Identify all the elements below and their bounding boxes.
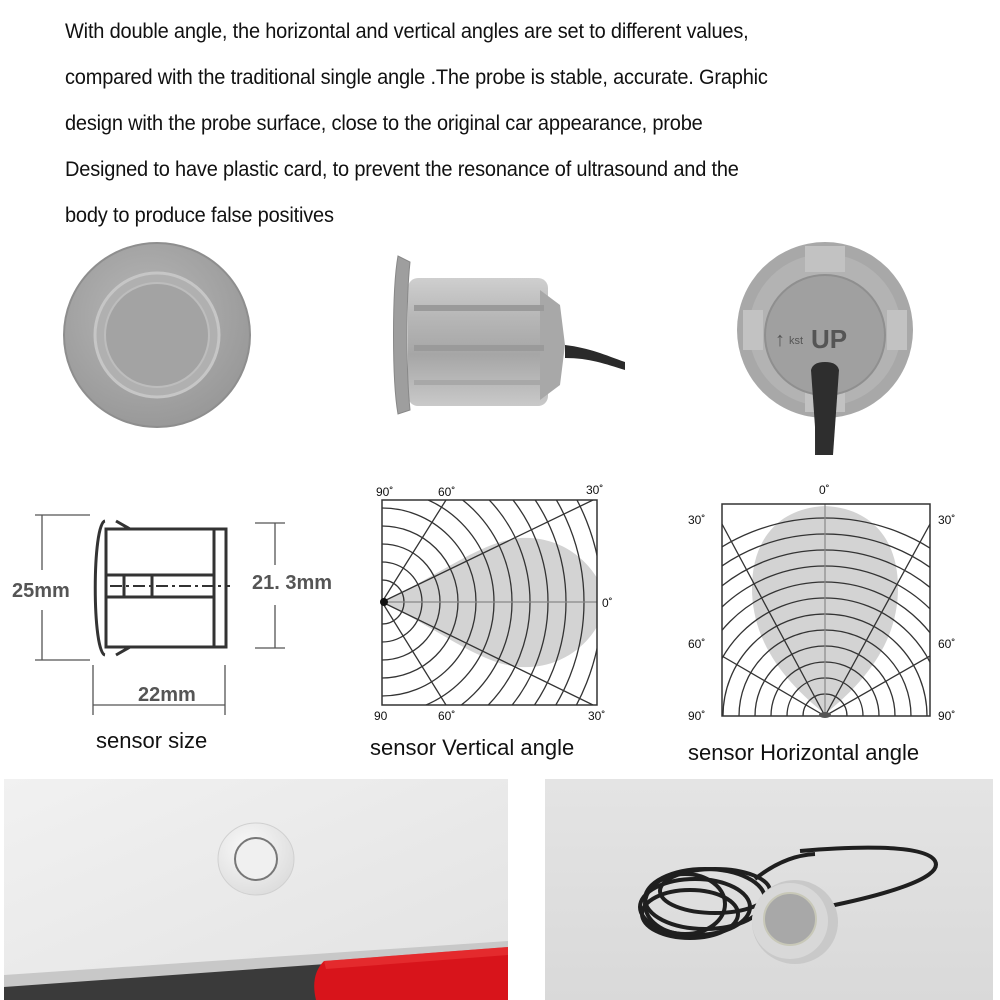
sensor-size-caption: sensor size	[96, 728, 208, 753]
sensor-installed-photo	[4, 779, 508, 1000]
up-arrow-icon: ↑	[775, 329, 785, 351]
sensor-side-photo	[390, 250, 630, 420]
h-right-90: 90˚	[938, 709, 956, 723]
vertical-angle-chart	[360, 480, 625, 725]
h-left-90: 90˚	[688, 709, 706, 723]
h-right-60: 60˚	[938, 637, 956, 651]
sensor-with-cable-photo	[545, 779, 993, 1000]
dim-21-3mm: 21. 3mm	[252, 572, 333, 594]
vertical-angle-caption: sensor Vertical angle	[370, 735, 575, 760]
v-right-0: 0˚	[602, 596, 613, 610]
v-bottom-90: 90	[374, 709, 388, 723]
up-label: UP	[811, 324, 848, 354]
v-top-90: 90˚	[376, 485, 394, 499]
h-left-30: 30˚	[688, 513, 706, 527]
description-line: design with the probe surface, close to the original car appearance, probe	[65, 111, 703, 135]
description-line: body to produce false positives	[65, 203, 334, 227]
description-line: Designed to have plastic card, to prevent the resonance of ultrasound and the	[65, 157, 739, 181]
description-line: With double angle, the horizontal and vertical angles are set to different values,	[65, 19, 749, 43]
dim-25mm: 25mm	[12, 580, 70, 602]
description-text	[65, 8, 985, 238]
horizontal-angle-chart	[680, 478, 980, 723]
h-top-0: 0˚	[819, 483, 830, 497]
h-left-60: 60˚	[688, 637, 706, 651]
v-top-30: 30˚	[586, 483, 604, 497]
h-right-30: 30˚	[938, 513, 956, 527]
dim-22mm: 22mm	[138, 684, 196, 706]
brand-mark: kst	[789, 335, 804, 347]
sensor-back-photo	[733, 240, 918, 455]
sensor-size-diagram	[0, 505, 360, 720]
horizontal-angle-caption: sensor Horizontal angle	[688, 740, 920, 765]
v-top-60: 60˚	[438, 485, 456, 499]
v-bottom-30: 30˚	[588, 709, 606, 723]
sensor-front-photo	[60, 240, 255, 430]
v-bottom-60: 60˚	[438, 709, 456, 723]
description-line: compared with the traditional single angle .The probe is stable, accurate. Graphic	[65, 65, 768, 89]
